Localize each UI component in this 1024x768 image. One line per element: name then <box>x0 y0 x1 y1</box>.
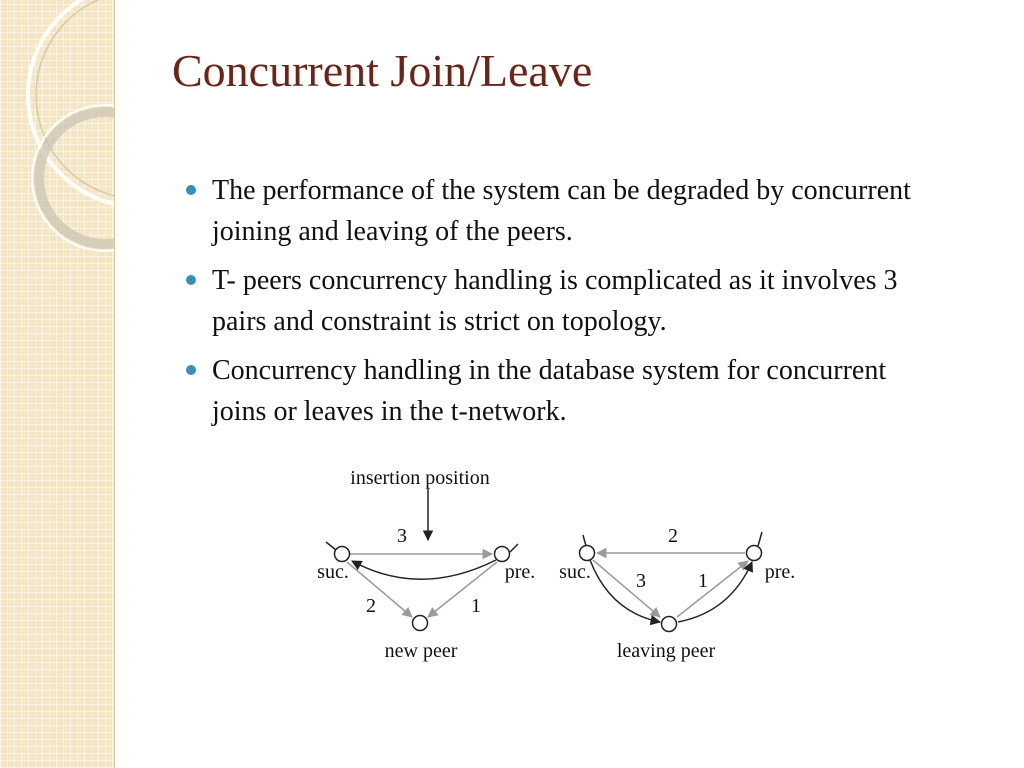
arrow-2-label: 2 <box>668 525 678 547</box>
curve-arrow-left <box>590 560 660 622</box>
pre-node <box>495 547 510 562</box>
bullet-icon <box>186 185 196 195</box>
pre-label: pre. <box>504 561 536 583</box>
pre-stub <box>510 544 518 552</box>
suc-label: suc. <box>317 561 349 583</box>
bullet-text: The performance of the system can be degraded by concurrent joining and leaving of the peers. <box>212 175 911 247</box>
leave-diagram <box>559 525 795 662</box>
suc-label: suc. <box>559 561 591 583</box>
pre-label: pre. <box>764 561 796 583</box>
bullet-item <box>186 170 946 252</box>
curve-arrow-right <box>678 562 752 622</box>
bullet-item <box>186 260 946 342</box>
bullet-item <box>186 350 946 432</box>
leaving-peer-label: leaving peer <box>616 640 716 662</box>
decorative-side-band <box>0 0 115 768</box>
arrow-1-label: 1 <box>698 570 708 592</box>
pre-stub <box>758 532 762 546</box>
bullet-icon <box>186 365 196 375</box>
new-peer-label: new peer <box>384 640 458 662</box>
bullet-text: T- peers concurrency handling is complicated as it involves 3 pairs and constraint is strict on topology. <box>212 265 898 337</box>
bullet-icon <box>186 275 196 285</box>
arrow-3-label: 3 <box>397 525 407 547</box>
bullet-text: Concurrency handling in the database system for concurrent joins or leaves in the t-network. <box>212 355 887 427</box>
pre-node <box>747 546 762 561</box>
decorative-circles <box>0 0 114 768</box>
bullet-list <box>186 170 946 440</box>
arrow-1 <box>428 562 497 617</box>
new-peer-node <box>413 616 428 631</box>
curve-arrow <box>352 560 496 579</box>
suc-stub <box>326 542 336 550</box>
arrow-2-label: 2 <box>366 595 376 617</box>
suc-stub <box>583 535 586 546</box>
slide-title: Concurrent Join/Leave <box>172 45 593 96</box>
join-diagram <box>317 467 535 662</box>
arrow-2 <box>347 562 412 617</box>
suc-node <box>580 546 595 561</box>
leaving-peer-node <box>662 617 677 632</box>
arrow-1-label: 1 <box>471 595 481 617</box>
join-leave-diagram <box>300 455 820 675</box>
arrow-3-label: 3 <box>636 570 646 592</box>
suc-node <box>335 547 350 562</box>
insertion-position-label: insertion position <box>350 467 490 489</box>
